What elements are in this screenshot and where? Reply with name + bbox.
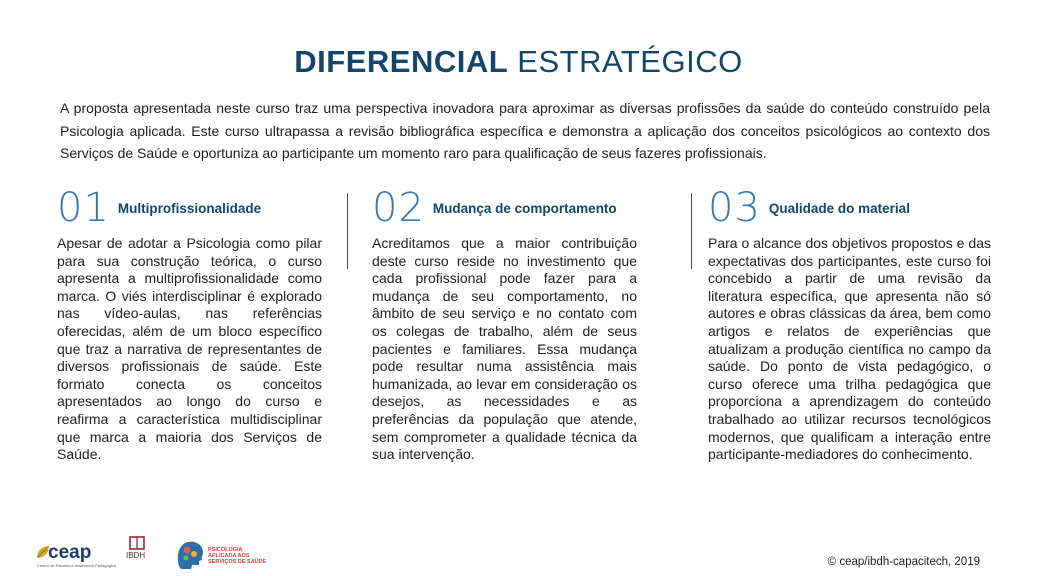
- feature-heading: Mudança de comportamento: [432, 200, 617, 216]
- feature-heading: Qualidade do material: [768, 200, 910, 216]
- ceap-subtitle: Centro de Estudos e Assessoria Pedagógica: [37, 563, 117, 568]
- feature-column-2: [372, 185, 637, 464]
- ibdh-emblem-icon: [128, 536, 146, 550]
- feature-column-3: [708, 185, 991, 464]
- ibdh-logo: [122, 536, 152, 574]
- ibdh-wordmark: IBDH: [126, 551, 146, 560]
- feature-column-1: [57, 185, 322, 464]
- feature-body: Acreditamos que a maior contribuição deste curso reside no investimento que cada profissional pode fazer para a mudança de seu comportamento, no âmbito de seu serviço e no contato com os colegas de trabalho, além de seus pacientes e familiares. Essa mudança pode resultar numa assistência mais humanizada, ao levar em consideração os desejos, as necessidades e as preferências da população que atende, sem comprometer a qualidade técnica da sua intervenção.: [372, 235, 637, 463]
- psicologia-wordmark: PSICOLOGIA APLICADA AOS SERVIÇOS DE SAÚDE: [208, 547, 267, 565]
- feature-heading: Multiprofissionalidade: [117, 200, 262, 216]
- ceap-wordmark: ceap: [48, 542, 92, 563]
- column-divider: [347, 193, 348, 269]
- feature-number: 01: [57, 185, 110, 231]
- feature-body: Apesar de adotar a Psicologia como pilar para sua construção teórica, o curso apresenta a multiprofissionalidade como marca. O viés interdisciplinar é explorado nas vídeo-aulas, nas referências oferecidas, além de um bloco específico que traz a narrativa de representantes de diversos profissionais de saúde. Este formato conecta os conceitos apresentados ao longo do curso e reafirma a característica multidisciplinar que marca a maioria dos Serviços de Saúde.: [57, 235, 322, 463]
- feature-number: 03: [708, 185, 761, 231]
- title-bold: DIFERENCIAL: [294, 44, 509, 79]
- head-profile-icon: [173, 538, 207, 570]
- ceap-logo: [35, 536, 117, 572]
- feature-body: Para o alcance dos objetivos propostos e das expectativas dos participantes, este curso foi concebido a partir de uma revisão da literatura específica, que apresenta não só autores e obras clássicas da área, bem como artigos e relatos de experiências que atualizam a produção científica no campo da saúde. Do ponto de vista pedagógico, o curso oferece uma trilha pedagógica que proporciona a aprendizagem do conteúdo trabalhado ao utilizar recursos tecnológicos modernos, que qualificam a interação entre participante-mediadores do conhecimento.: [708, 235, 991, 463]
- title-light: ESTRATÉGICO: [508, 44, 743, 79]
- column-divider: [691, 193, 692, 269]
- feature-number: 02: [372, 185, 425, 231]
- copyright-footer: © ceap/ibdh-capacitech, 2019: [827, 556, 980, 568]
- psicologia-logo: [173, 538, 288, 572]
- page-title: [0, 44, 1037, 80]
- intro-paragraph: A proposta apresentada neste curso traz uma perspectiva inovadora para aproximar as diversas profissões da saúde do conteúdo construído pela Psicologia aplicada. Este curso ultrapassa a revisão bibliográfica específica e demonstra a aplicação dos conceitos psicológicos ao contexto dos Serviços de Saúde e oportuniza ao participante um momento raro para qualificação de seus fazeres profissionais.: [60, 100, 990, 161]
